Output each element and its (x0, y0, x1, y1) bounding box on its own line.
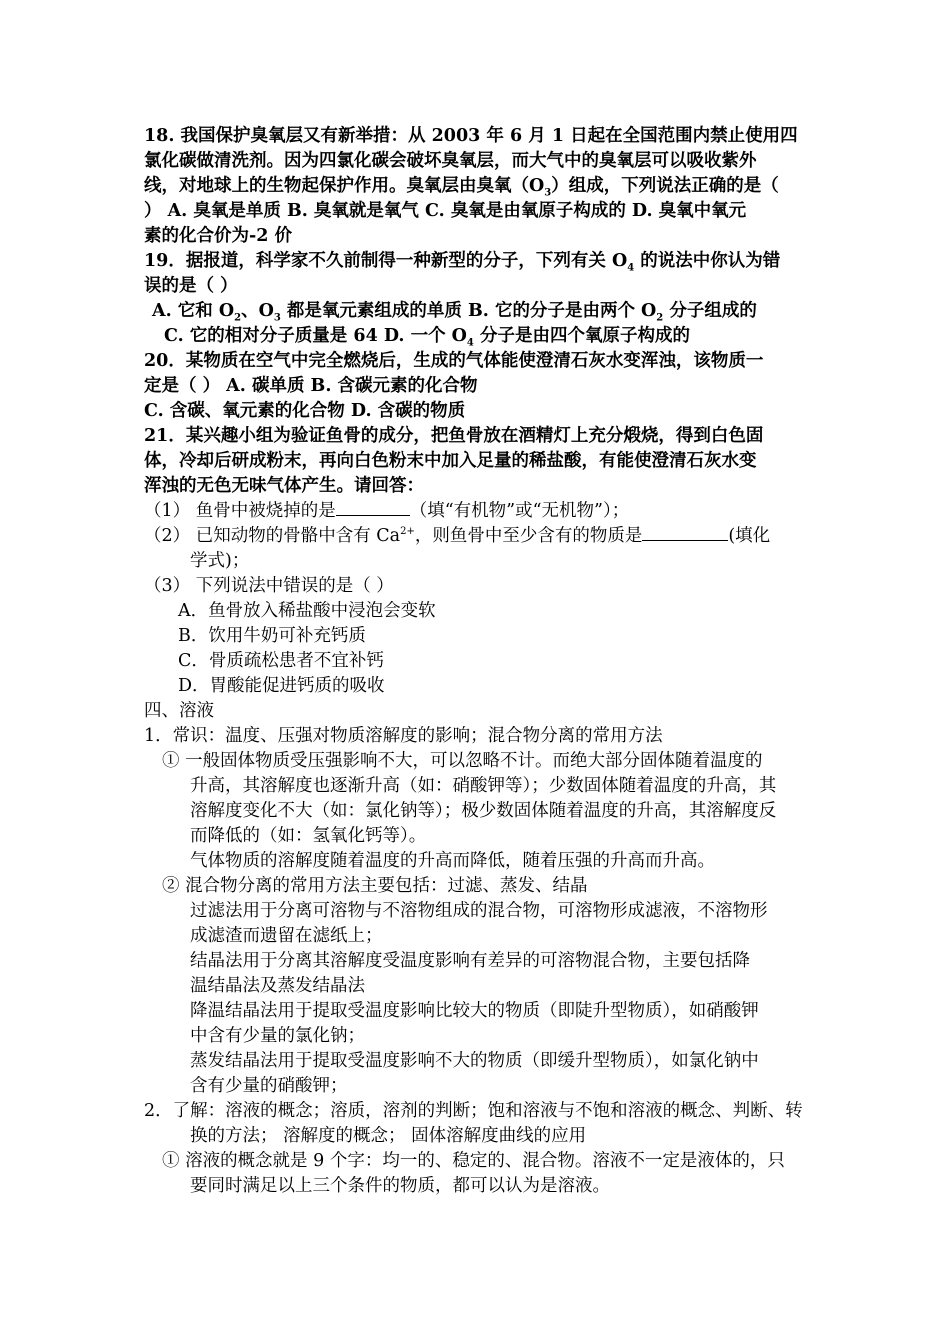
sec4-1b-line-2: 过滤法用于分离可溶物与不溶物组成的混合物，可溶物形成滤液，不溶物形 (190, 901, 768, 921)
q19-line-1: 19．据报道，科学家不久前制得一种新型的分子，下列有关 $O_4$ 的说法中你认为错 (144, 251, 781, 274)
q19-line-4: C. 它的相对分子质量是 64 D. 一个 $O_4$ 分子是由四个氧原子构成的 (164, 326, 690, 349)
answer-blank-2 (642, 524, 728, 541)
q21-part-2-cont: 学式)； (190, 551, 250, 571)
q21-part-2: （2） 已知动物的骨骼中含有 $Ca^{2+}$，则鱼骨中至少含有的物质是 (填化 (144, 526, 771, 546)
q21-option-c: C．骨质疏松患者不宜补钙 (178, 651, 384, 671)
section-heading: 四、溶液 (144, 701, 214, 721)
sec4-1b-line-4: 结晶法用于分离其溶解度受温度影响有差异的可溶物混合物，主要包括降 (190, 951, 750, 971)
sec4-1a-line-5: 气体物质的溶解度随着温度的升高而降低，随着压强的升高而升高。 (190, 851, 715, 871)
sec4-1a-line-2: 升高，其溶解度也逐渐升高（如：硝酸钾等）；少数固体随着温度的升高，其 (190, 776, 777, 796)
q18-line-1: 18. 我国保护臭氧层又有新举措：从 2003 年 6 月 1 日起在全国范围内禁止使用四 (144, 126, 798, 146)
answer-blank-1 (336, 499, 410, 516)
sec4-item-1: 1．常识：温度、压强对物质溶解度的影响；混合物分离的常用方法 (144, 726, 663, 746)
q18-line-5: 素的化合价为-2 价 (144, 226, 293, 246)
q21-option-a: A．鱼骨放入稀盐酸中浸泡会变软 (178, 601, 436, 621)
sec4-2a-line-2: 要同时满足以上三个条件的物质，都可以认为是溶液。 (190, 1176, 610, 1196)
sec4-1a-line-1: ① 一般固体物质受压强影响不大，可以忽略不计。而绝大部分固体随着温度的 (162, 751, 763, 771)
q19-line-2: 误的是（ ） (144, 276, 238, 296)
sec4-1a-line-3: 溶解度变化不大（如：氯化钠等）；极少数固体随着温度的升高，其溶解度反 (190, 801, 777, 821)
sec4-1b-line-5: 温结晶法及蒸发结晶法 (190, 976, 365, 996)
q21-line-3: 浑浊的无色无味气体产生。请回答： (144, 476, 424, 496)
q20-line-3: C. 含碳、氧元素的化合物 D. 含碳的物质 (144, 401, 466, 421)
q21-line-1: 21．某兴趣小组为验证鱼骨的成分，把鱼骨放在酒精灯上充分煅烧，得到白色固 (144, 426, 764, 446)
sec4-1b-line-7: 中含有少量的氯化钠； (190, 1026, 365, 1046)
sec4-1b-line-1: ② 混合物分离的常用方法主要包括：过滤、蒸发、结晶 (162, 876, 588, 896)
q18-line-3: 线，对地球上的生物起保护作用。臭氧层由臭氧$(O_3)$组成，下列说法正确的是（ (144, 176, 779, 199)
q21-part-1: （1） 鱼骨中被烧掉的是 （填“有机物”或“无机物”）； (144, 501, 630, 521)
q18-line-2: 氯化碳做清洗剂。因为四氯化碳会破坏臭氧层，而大气中的臭氧层可以吸收紫外 (144, 151, 757, 171)
q19-line-3: A. 它和 $O_2$、$O_3$ 都是氧元素组成的单质 B. 它的分子是由两个 $O_2$ 分子组成的 (152, 301, 757, 324)
q18-line-4: ） A. 臭氧是单质 B. 臭氧就是氧气 C. 臭氧是由氧原子构成的 D. 臭氧中氧元 (144, 201, 747, 221)
sec4-1a-line-4: 而降低的（如：氢氧化钙等）。 (190, 826, 427, 846)
sec4-1b-line-8: 蒸发结晶法用于提取受温度影响不大的物质（即缓升型物质），如氯化钠中 (190, 1051, 759, 1071)
sec4-item-2-cont: 换的方法； 溶解度的概念； 固体溶解度曲线的应用 (190, 1126, 587, 1146)
q20-line-2: 定是（ ） A. 碳单质 B. 含碳元素的化合物 (144, 376, 478, 396)
q21-line-2: 体，冷却后研成粉末，再向白色粉末中加入足量的稀盐酸，有能使澄清石灰水变 (144, 451, 757, 471)
q21-part-3: （3） 下列说法中错误的是（ ） (144, 576, 394, 596)
sec4-item-2: 2．了解：溶液的概念；溶质，溶剂的判断；饱和溶液与不饱和溶液的概念、判断、转 (144, 1101, 803, 1121)
q20-line-1: 20．某物质在空气中完全燃烧后，生成的气体能使澄清石灰水变浑浊，该物质一 (144, 351, 764, 371)
sec4-1b-line-6: 降温结晶法用于提取受温度影响比较大的物质（即陡升型物质），如硝酸钾 (190, 1001, 759, 1021)
sec4-2a-line-1: ① 溶液的概念就是 9 个字：均一的、稳定的、混合物。溶液不一定是液体的，只 (162, 1151, 785, 1171)
sec4-1b-line-3: 成滤渣而遗留在滤纸上； (190, 926, 383, 946)
q21-option-b: B．饮用牛奶可补充钙质 (178, 626, 366, 646)
q21-option-d: D．胃酸能促进钙质的吸收 (178, 676, 385, 696)
sec4-1b-line-9: 含有少量的硝酸钾； (190, 1076, 348, 1096)
